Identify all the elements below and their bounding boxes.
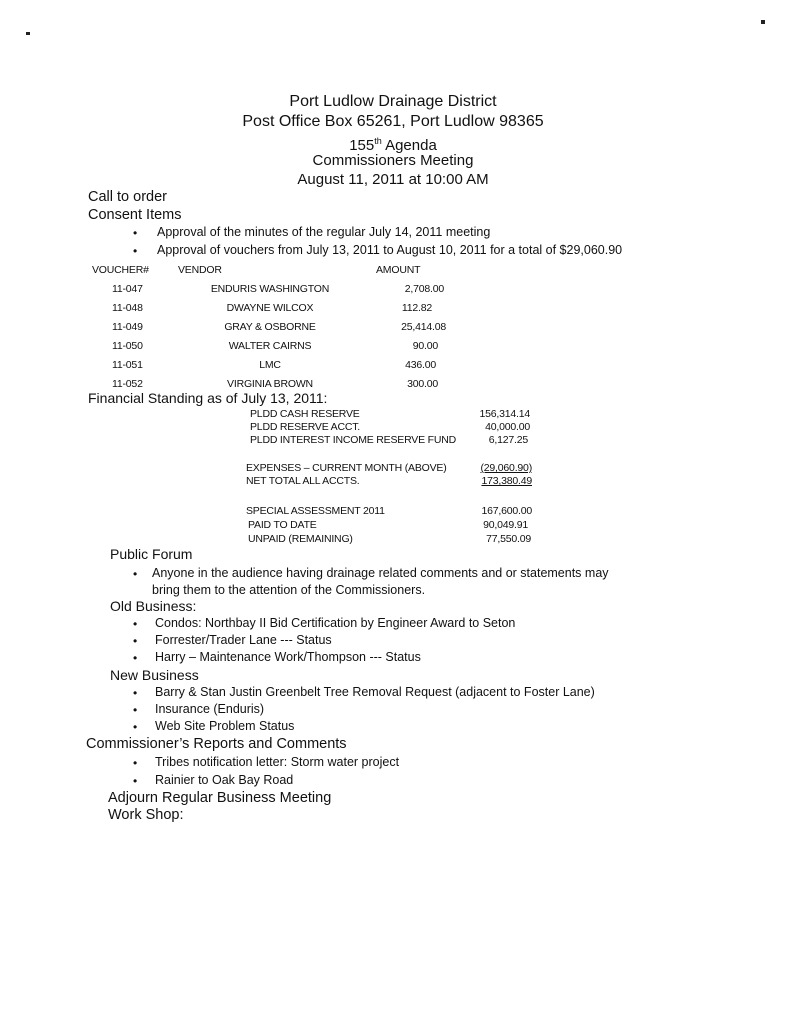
commissioners-item: Tribes notification letter: Storm water project (155, 755, 400, 769)
public-forum-text-cont: bring them to the attention of the Commissioners. (152, 583, 426, 597)
voucher-vendor: ENDURIS WASHINGTON (210, 283, 330, 295)
financial-label: NET TOTAL ALL ACCTS. (246, 475, 360, 487)
bullet-icon: • (133, 617, 138, 631)
commissioners-heading: Commissioner’s Reports and Comments (86, 736, 347, 752)
financial-label: PLDD RESERVE ACCT. (250, 421, 360, 433)
district-name: Port Ludlow Drainage District (289, 93, 497, 110)
bullet-icon: • (133, 651, 138, 665)
consent-item: Approval of vouchers from July 13, 2011 to August 10, 2011 for a total of $29,060.90 (157, 243, 623, 257)
financial-value: 6,127.25 (488, 434, 528, 446)
financial-standing-heading: Financial Standing as of July 13, 2011: (88, 390, 328, 406)
meeting-type: Commissioners Meeting (312, 152, 474, 169)
old-business-heading: Old Business: (110, 598, 197, 614)
adjourn-heading: Adjourn Regular Business Meeting (108, 790, 332, 806)
bullet-icon: • (133, 720, 138, 734)
voucher-vendor: VIRGINIA BROWN (227, 378, 313, 390)
voucher-number: 11-052 (112, 378, 143, 390)
voucher-header-vendor: VENDOR (178, 264, 222, 276)
old-business-item: Forrester/Trader Lane --- Status (155, 633, 332, 647)
voucher-header-amount: AMOUNT (376, 264, 421, 276)
workshop-heading: Work Shop: (108, 807, 184, 823)
voucher-vendor: GRAY & OSBORNE (224, 321, 316, 333)
financial-label: UNPAID (REMAINING) (248, 533, 353, 545)
financial-value: 40,000.00 (485, 421, 530, 433)
voucher-vendor: WALTER CAIRNS (228, 340, 312, 352)
agenda-number-value: 155 (349, 137, 375, 154)
financial-label: EXPENSES – CURRENT MONTH (ABOVE) (246, 462, 447, 474)
agenda-number-suffix: th (374, 136, 382, 146)
consent-item: Approval of the minutes of the regular July 14, 2011 meeting (157, 225, 491, 239)
voucher-number: 11-047 (112, 283, 143, 295)
commissioners-item: Rainier to Oak Bay Road (155, 773, 294, 787)
financial-value: 173,380.49 (481, 475, 532, 487)
new-business-heading: New Business (110, 667, 199, 683)
voucher-vendor: DWAYNE WILCOX (226, 302, 314, 314)
old-business-item: Harry – Maintenance Work/Thompson --- Status (155, 650, 421, 664)
financial-label: PLDD INTEREST INCOME RESERVE FUND (250, 434, 456, 446)
bullet-icon: • (133, 686, 138, 700)
new-business-item: Web Site Problem Status (155, 719, 295, 733)
district-address: Post Office Box 65261, Port Ludlow 98365 (242, 113, 544, 130)
voucher-amount: 90.00 (412, 340, 438, 352)
voucher-amount: 436.00 (405, 359, 436, 371)
voucher-amount: 2,708.00 (404, 283, 444, 295)
financial-label: SPECIAL ASSESSMENT 2011 (246, 505, 385, 517)
voucher-number: 11-050 (112, 340, 143, 352)
voucher-vendor: LMC (259, 359, 281, 371)
voucher-header-voucher: VOUCHER# (92, 264, 149, 276)
public-forum-heading: Public Forum (110, 546, 193, 562)
new-business-item: Barry & Stan Justin Greenbelt Tree Removal Request (adjacent to Foster Lane) (155, 685, 595, 699)
financial-value: 167,600.00 (481, 505, 532, 517)
scan-speck (26, 32, 30, 35)
bullet-icon: • (133, 226, 138, 240)
voucher-number: 11-049 (112, 321, 143, 333)
public-forum-text: Anyone in the audience having drainage related comments and or statements may (152, 566, 609, 580)
financial-value: 77,550.09 (486, 533, 531, 545)
bullet-icon: • (133, 756, 138, 770)
bullet-icon: • (133, 567, 138, 581)
financial-value: 156,314.14 (479, 408, 530, 420)
bullet-icon: • (133, 244, 138, 258)
consent-items-heading: Consent Items (88, 207, 182, 223)
voucher-amount: 300.00 (407, 378, 438, 390)
agenda-word: Agenda (381, 137, 437, 154)
bullet-icon: • (133, 634, 138, 648)
voucher-number: 11-048 (112, 302, 143, 314)
call-to-order: Call to order (88, 189, 167, 205)
meeting-date: August 11, 2011 at 10:00 AM (297, 171, 489, 188)
voucher-amount: 112.82 (401, 302, 432, 314)
old-business-item: Condos: Northbay II Bid Certification by Engineer Award to Seton (155, 616, 516, 630)
financial-value: 90,049.91 (483, 519, 528, 531)
voucher-amount: 25,414.08 (401, 321, 446, 333)
bullet-icon: • (133, 703, 138, 717)
financial-label: PLDD CASH RESERVE (250, 408, 360, 420)
voucher-number: 11-051 (112, 359, 143, 371)
financial-value: (29,060.90) (480, 462, 532, 474)
financial-label: PAID TO DATE (248, 519, 317, 531)
scan-speck (761, 20, 765, 24)
bullet-icon: • (133, 774, 138, 788)
new-business-item: Insurance (Enduris) (155, 702, 265, 716)
